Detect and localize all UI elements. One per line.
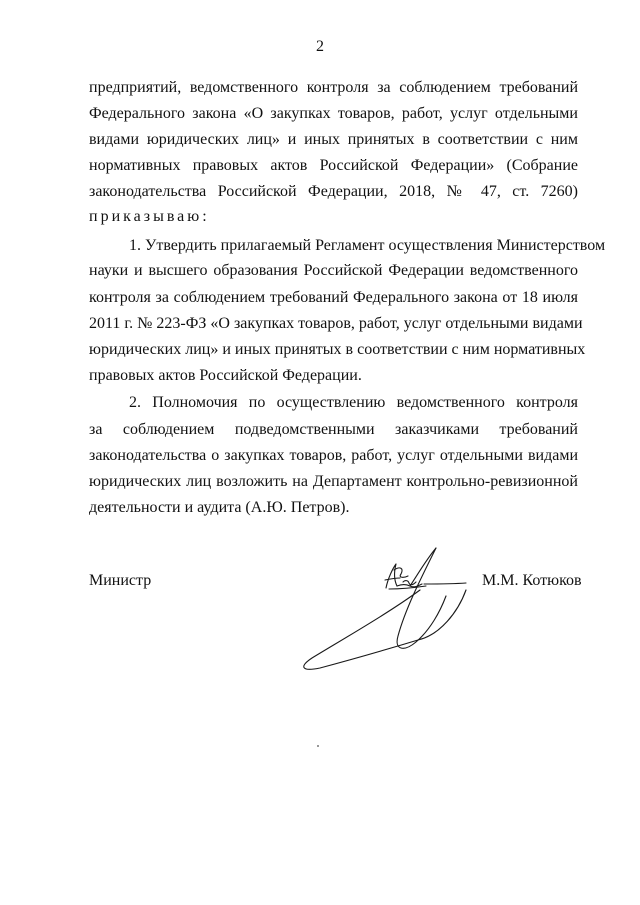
item-1-line-4: 2011 г. № 223-ФЗ «О закупках товаров, работ, услуг отдельными видами <box>89 315 583 332</box>
item-1-line-2: науки и высшего образования Российской Федерации ведомственного <box>89 262 578 279</box>
item-1-line-1: 1. Утвердить прилагаемый Регламент осуществления Министерством <box>129 237 606 254</box>
handwritten-signature <box>290 540 480 680</box>
order-word: приказываю: <box>89 208 210 225</box>
minister-name: М.М. Котюков <box>482 572 582 589</box>
minister-title: Министр <box>89 572 152 589</box>
intro-line-3: видами юридических лиц» и иных принятых в соответствии с ним <box>89 131 578 148</box>
intro-line-1: предприятий, ведомственного контроля за соблюдением требований <box>89 79 578 96</box>
intro-line-4: нормативных правовых актов Российской Федерации» (Собрание <box>89 157 578 174</box>
item-1-line-6: правовых актов Российской Федерации. <box>89 367 362 384</box>
item-2-line-3: законодательства о закупках товаров, работ, услуг отдельными видами <box>89 447 578 464</box>
page-number: 2 <box>316 38 324 55</box>
item-2-line-5: деятельности и аудита (А.Ю. Петров). <box>89 499 350 516</box>
scan-speck <box>317 745 319 747</box>
item-2-line-2: за соблюдением подведомственными заказчиками требований <box>89 421 578 438</box>
item-1-line-5: юридических лиц» и иных принятых в соответствии с ним нормативных <box>89 341 586 358</box>
item-2-line-4: юридических лиц возложить на Департамент контрольно-ревизионной <box>89 473 578 490</box>
intro-line-5: законодательства Российской Федерации, 2018, № 47, ст. 7260) <box>89 183 578 200</box>
item-2-line-1: 2. Полномочия по осуществлению ведомственного контроля <box>129 394 578 411</box>
item-1-line-3: контроля за соблюдением требований Федерального закона от 18 июля <box>89 289 578 306</box>
intro-line-2: Федерального закона «О закупках товаров, работ, услуг отдельными <box>89 105 578 122</box>
